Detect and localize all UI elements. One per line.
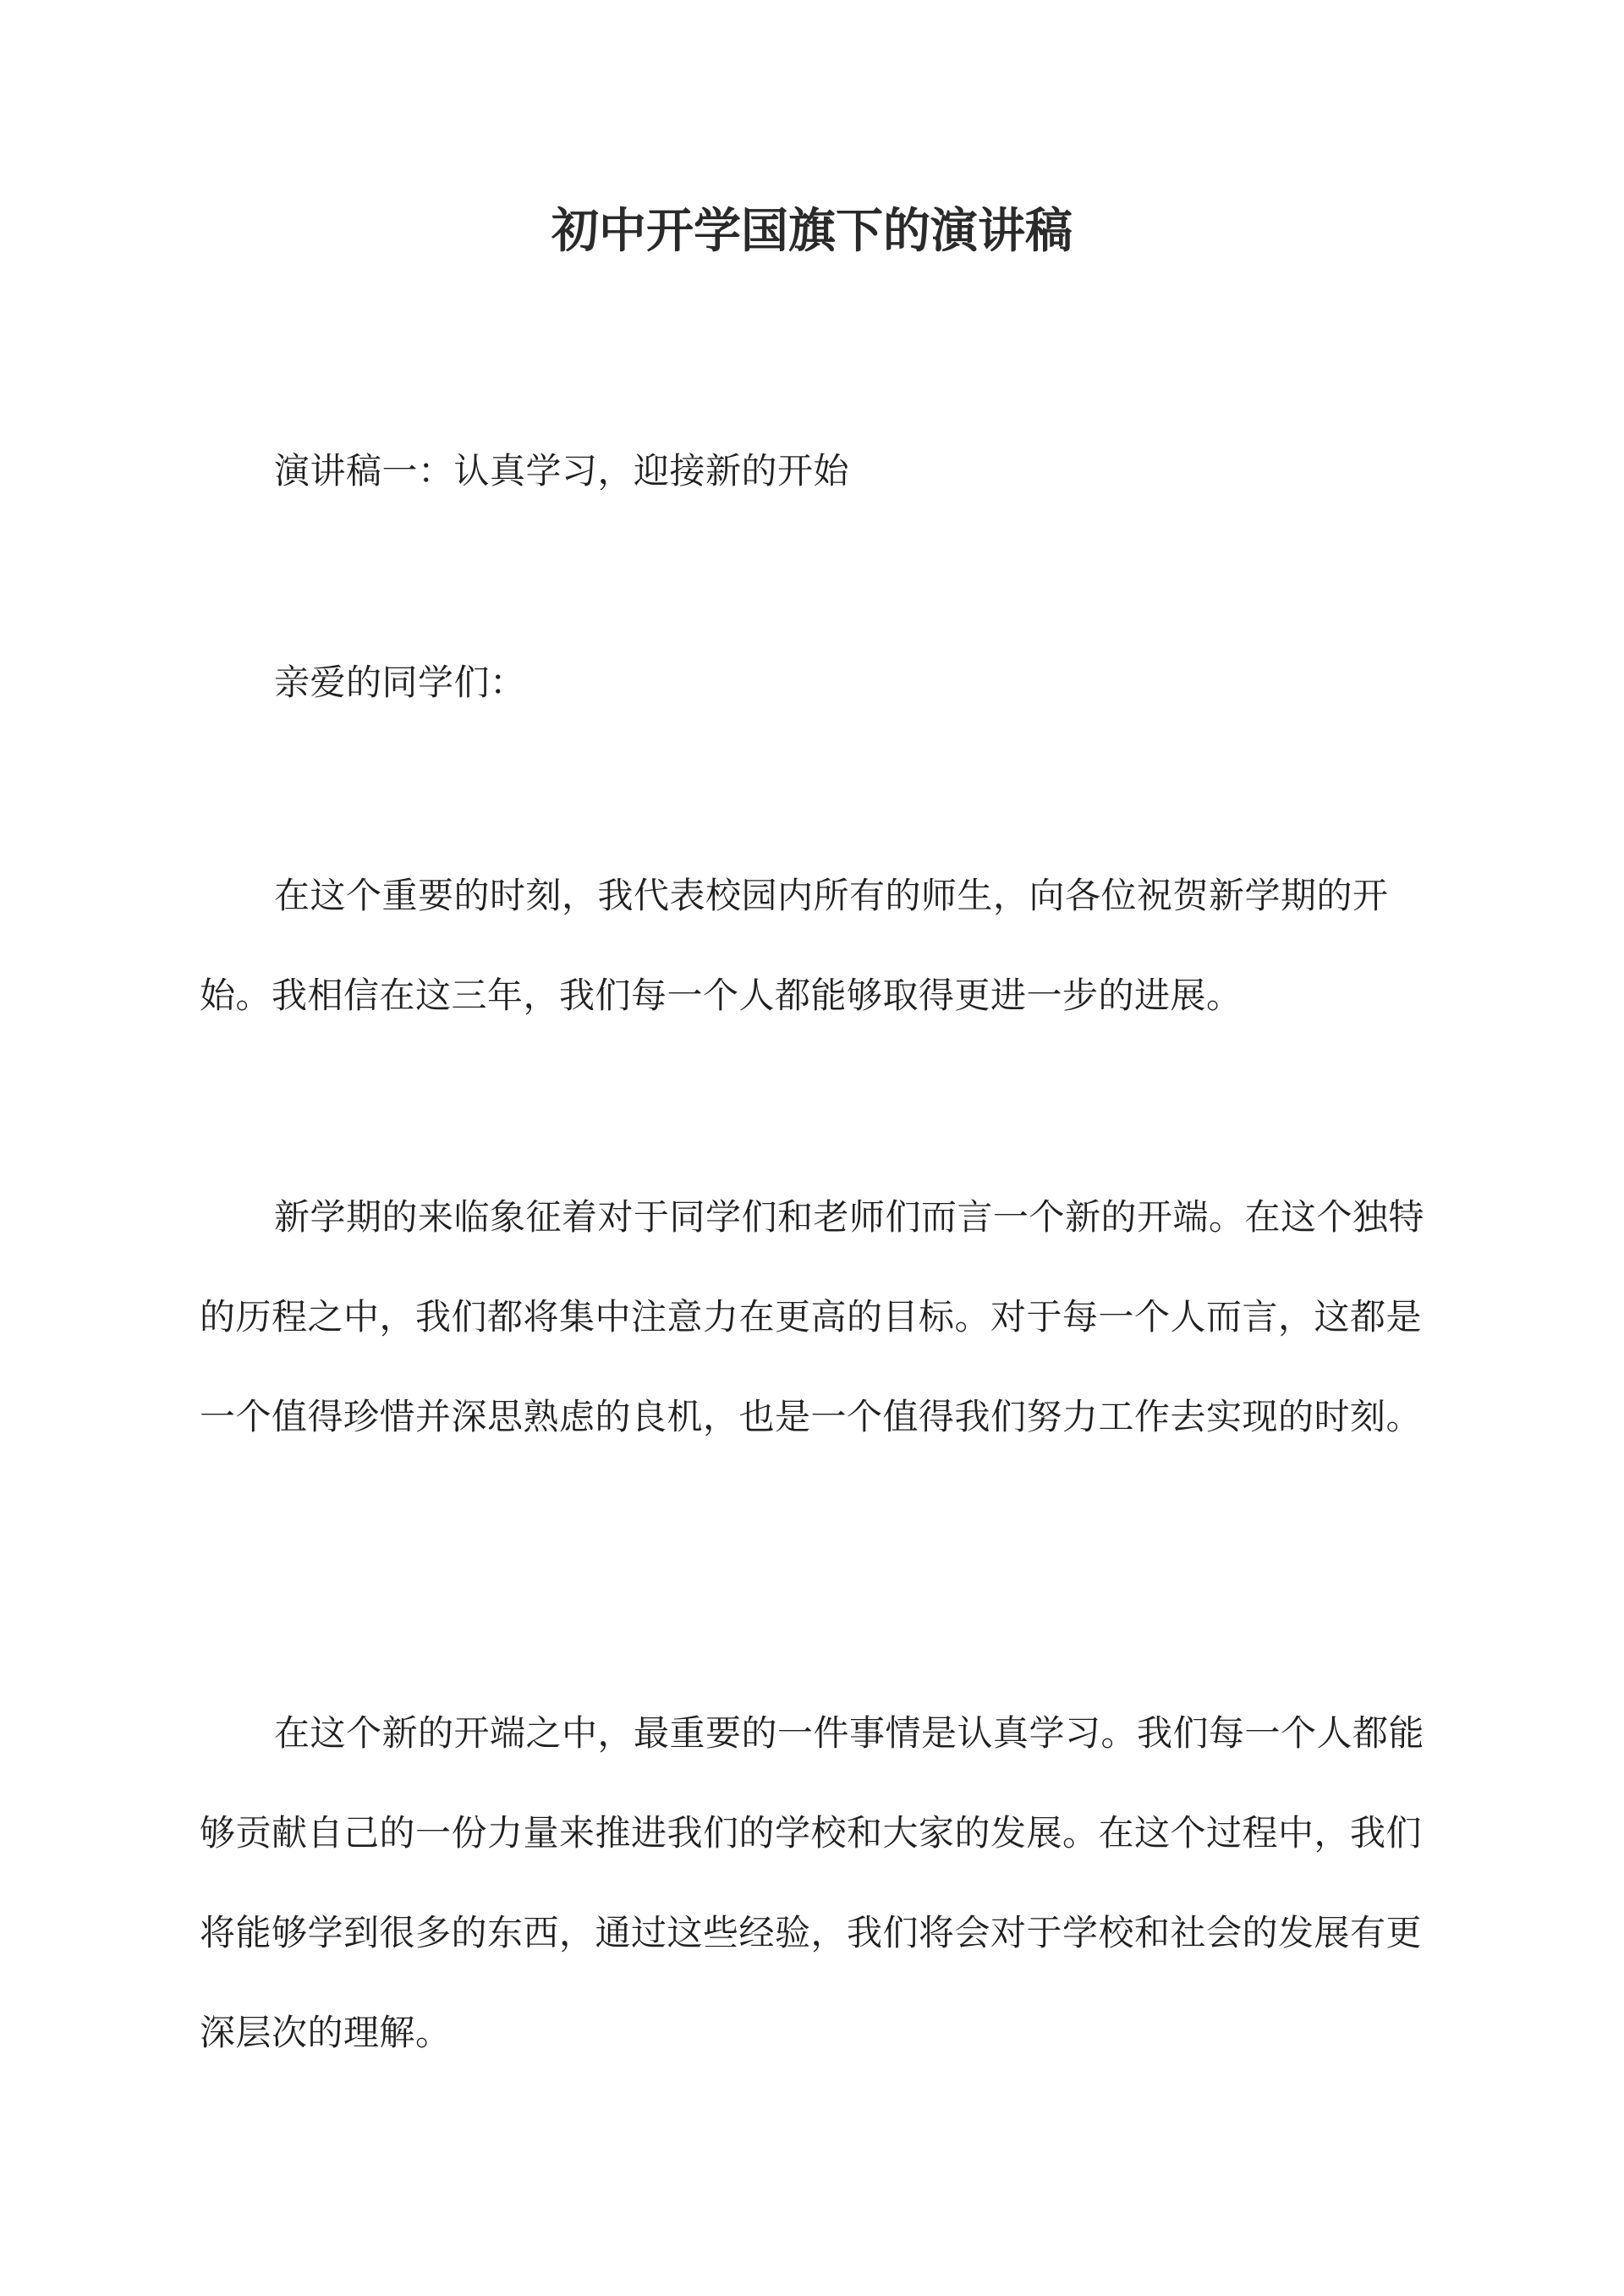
paragraph: 在这个重要的时刻，我代表校园内所有的师生，向各位祝贺新学期的开始。我相信在这三年，我们每一个人都能够取得更进一步的进展。 bbox=[200, 875, 1389, 1016]
greeting: 亲爱的同学们： bbox=[274, 662, 526, 703]
document-title: 初中开学国旗下的演讲稿 bbox=[551, 203, 1073, 259]
speech-subtitle: 演讲稿一：认真学习，迎接新的开始 bbox=[274, 450, 850, 492]
paragraph: 新学期的来临象征着对于同学们和老师们而言一个新的开端。在这个独特的历程之中，我们都将集中注意力在更高的目标。对于每一个人而言，这都是一个值得珍惜并深思熟虑的良机，也是一个值得我们努力工作去实现的时刻。 bbox=[200, 1196, 1425, 1437]
paragraph: 在这个新的开端之中，最重要的一件事情是认真学习。我们每一个人都能够贡献自己的一份力量来推进我们的学校和大家的发展。在这个过程中，我们将能够学到很多的东西，通过这些经验，我们将会对于学校和社会的发展有更深层次的理解。 bbox=[200, 1712, 1425, 2053]
